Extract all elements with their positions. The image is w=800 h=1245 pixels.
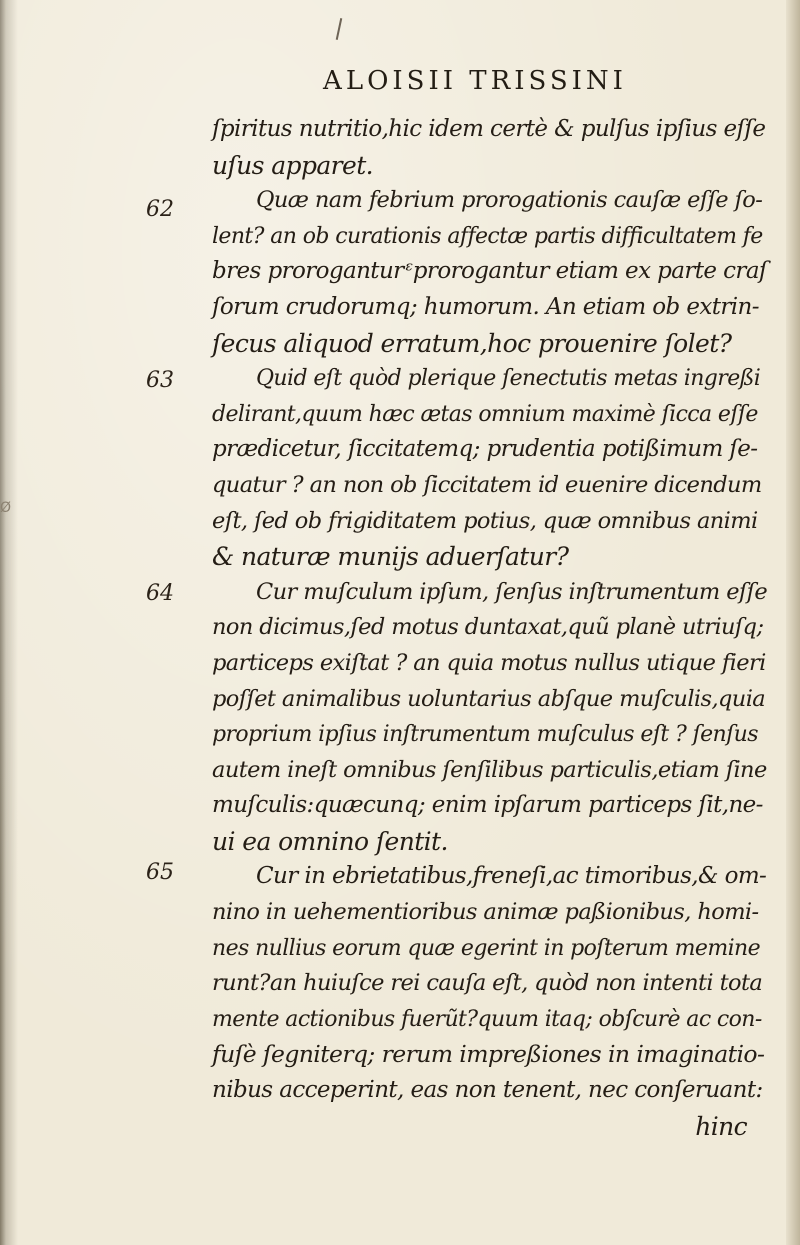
text-line: ſpiritus nutritio,hic idem certè & pulſus ipſius eſſe [212, 116, 766, 142]
text-line: uſus apparet. [212, 150, 373, 180]
text-line: non dicimus,ſed motus duntaxat,quũ planè utriuſq; [212, 614, 764, 641]
ink-mark [336, 18, 343, 40]
text-line: particeps exiſtat ? an quia motus nullus utique fieri [212, 649, 766, 676]
question-number-65: 65 [146, 860, 174, 885]
margin-mark: Ø [0, 500, 12, 516]
text-line: ſecus aliquod erratum,hoc prouenire ſolet? [212, 328, 732, 358]
text-line: runt?an huiuſce rei cauſa eſt, quòd non intenti tota [212, 970, 763, 997]
text-line: ui ea omnino ſentit. [212, 826, 448, 856]
text-line: muſculis:quæcunq; enim ipſarum particeps ſit,ne- [212, 792, 763, 819]
text-line: autem ineſt omnibus ſenſilibus particulis,etiam ſine [212, 756, 767, 783]
text-line: Quid eſt quòd plerique ſenectutis metas ingreßi [256, 366, 761, 392]
text-line: ſorum crudorumq; humorum. An etiam ob extrin- [212, 293, 759, 320]
question-number-64: 64 [146, 581, 174, 606]
text-line: & naturæ munijs aduerſatur? [212, 542, 569, 572]
text-line: nino in uehementioribus animæ paßionibus, homi- [212, 899, 759, 926]
catchword: hinc [695, 1111, 747, 1141]
text-line: poſſet animalibus uoluntarius abſque muſculis,quia [212, 685, 766, 712]
text-line: quatur ? an non ob ſiccitatem id euenire dicendum [212, 471, 762, 498]
text-line: nibus acceperint, eas non tenent, nec conſeruant: [212, 1077, 763, 1104]
text-line: fuſè ſegniterq; rerum impreßiones in imaginatio- [212, 1040, 765, 1069]
text-line: lent? an ob curationis affectæ partis difficultatem fe [212, 223, 763, 249]
question-number-63: 63 [146, 368, 174, 393]
text-line: proprium ipſius inſtrumentum muſculus eſt ? ſenſus [212, 722, 758, 748]
text-line: eſt, ſed ob frigiditatem potius, quæ omnibus animi [212, 507, 758, 534]
text-line: mente actionibus fuerũt?quum itaq; obſcurè ac con- [212, 1006, 762, 1032]
question-number-62: 62 [146, 197, 174, 222]
page-edge [786, 0, 800, 1245]
text-line: Cur in ebrietatibus,freneſi,ac timoribus,& om- [256, 863, 767, 890]
text-line: bres proroganturᵋprorogantur etiam ex parte craſ [212, 258, 767, 285]
text-line: delirant,quum hæc ætas omnium maximè ſicca eſſe [212, 401, 758, 427]
text-line: Quæ nam febrium prorogationis cauſæ eſſe ſo- [256, 187, 763, 214]
body-text [212, 112, 767, 1144]
running-head: ALOISII TRISSINI [323, 66, 627, 96]
text-line: nes nullius eorum quæ egerint in poſterum memine [212, 935, 761, 961]
text-line: Cur muſculum ipſum, ſenſus inſtrumentum eſſe [256, 578, 768, 605]
text-line: prædicetur, ſiccitatemq; prudentia potißimum ſe- [212, 436, 758, 463]
